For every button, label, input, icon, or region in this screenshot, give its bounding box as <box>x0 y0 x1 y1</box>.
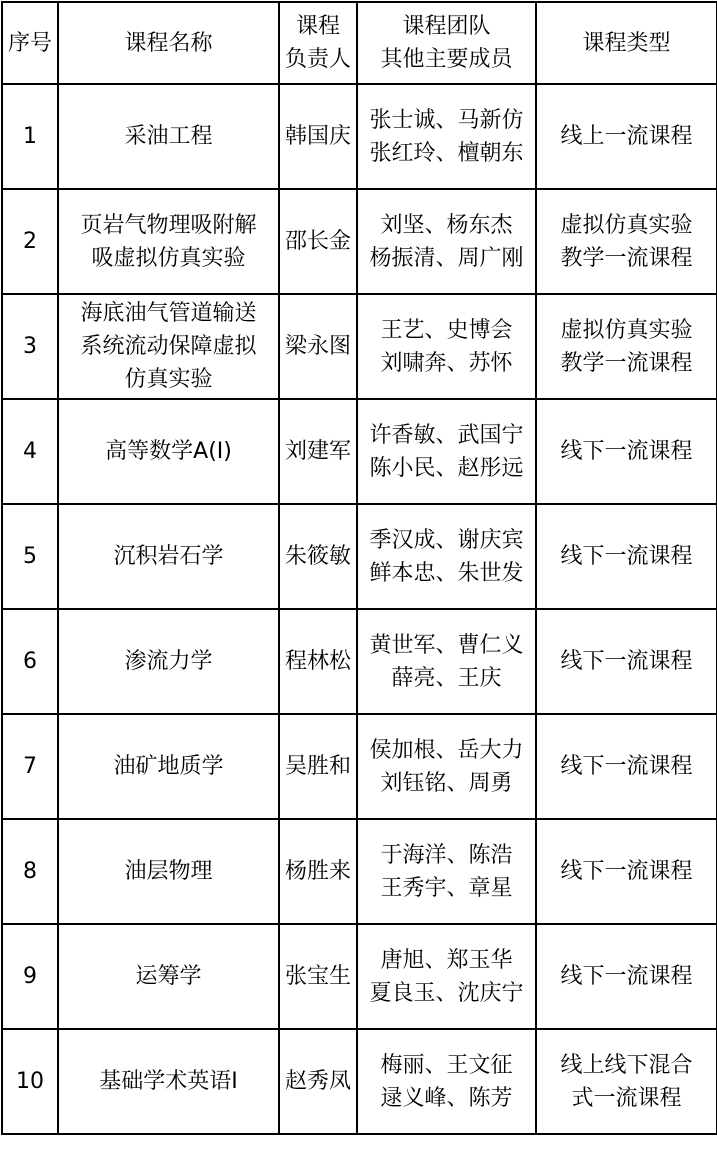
cell-line: 线下一流课程 <box>560 859 693 884</box>
cell-course-lead <box>279 189 357 294</box>
cell-course-lead <box>279 714 357 819</box>
cell-line: 刘钰铭、周勇 <box>380 770 513 796</box>
header-course-lead: 课程 负责人 <box>279 2 357 84</box>
cell-course-lead <box>279 609 357 714</box>
table-row <box>2 819 717 924</box>
cell-course-lead <box>279 294 357 399</box>
cell-line: 5 <box>23 544 37 569</box>
cell-line: 刘啸奔、苏怀 <box>380 350 513 376</box>
table-row <box>2 609 717 714</box>
cell-line: 夏良玉、沈庆宁 <box>369 980 524 1006</box>
cell-course-team <box>357 924 536 1029</box>
cell-course-name <box>58 84 279 189</box>
cell-course-type <box>536 714 717 819</box>
course-table <box>1 1 717 1135</box>
cell-line: 吸虚拟仿真实验 <box>91 245 246 271</box>
cell-course-lead <box>279 84 357 189</box>
cell-line: 2 <box>23 229 37 254</box>
cell-line: 邵长金 <box>284 229 351 254</box>
cell-line: 韩国庆 <box>284 124 351 149</box>
cell-course-team <box>357 714 536 819</box>
header-course-type: 课程类型 <box>536 2 717 84</box>
cell-line: 许香敏、武国宁 <box>369 422 524 448</box>
cell-course-team <box>357 609 536 714</box>
cell-course-team <box>357 294 536 399</box>
cell-line: 鲜本忠、朱世发 <box>369 560 524 586</box>
cell-index <box>2 504 58 609</box>
cell-course-team <box>357 1029 536 1134</box>
cell-line: 线下一流课程 <box>560 439 693 464</box>
cell-line: 采油工程 <box>124 124 213 149</box>
cell-course-name <box>58 819 279 924</box>
cell-line: 油矿地质学 <box>113 754 224 779</box>
cell-line: 6 <box>23 649 37 674</box>
cell-line: 10 <box>16 1069 44 1094</box>
cell-line: 陈小民、赵彤远 <box>369 455 524 481</box>
cell-course-type <box>536 294 717 399</box>
cell-course-name <box>58 294 279 399</box>
table-row <box>2 504 717 609</box>
cell-line: 线下一流课程 <box>560 754 693 779</box>
cell-course-name <box>58 714 279 819</box>
header-course-name: 课程名称 <box>58 2 279 84</box>
cell-line: 梅丽、王文征 <box>380 1052 513 1078</box>
cell-line: 油层物理 <box>124 859 213 884</box>
cell-course-type <box>536 609 717 714</box>
cell-course-name <box>58 924 279 1029</box>
cell-line: 沉积岩石学 <box>113 544 224 569</box>
cell-line: 教学一流课程 <box>560 245 693 271</box>
cell-course-type <box>536 1029 717 1134</box>
cell-line: 王秀宇、章星 <box>380 875 513 901</box>
cell-line: 高等数学A(I) <box>105 439 232 464</box>
cell-line: 线上线下混合 <box>560 1052 693 1078</box>
cell-line: 系统流动保障虚拟 <box>80 334 257 359</box>
cell-line: 杨胜来 <box>284 859 351 884</box>
cell-line: 唐旭、郑玉华 <box>380 947 513 973</box>
cell-course-team <box>357 504 536 609</box>
cell-index <box>2 819 58 924</box>
cell-course-type <box>536 924 717 1029</box>
cell-line: 线上一流课程 <box>560 124 693 149</box>
table-row <box>2 399 717 504</box>
cell-line: 朱筱敏 <box>284 544 351 569</box>
cell-line: 页岩气物理吸附解 <box>80 212 257 238</box>
cell-line: 黄世军、曹仁义 <box>369 632 524 658</box>
cell-line: 赵秀凤 <box>284 1069 351 1094</box>
cell-course-team <box>357 189 536 294</box>
cell-line: 运筹学 <box>135 964 202 989</box>
table-row <box>2 189 717 294</box>
cell-line: 4 <box>23 439 37 464</box>
cell-line: 吴胜和 <box>284 754 351 779</box>
cell-line: 仿真实验 <box>124 367 213 392</box>
cell-course-type <box>536 819 717 924</box>
table-row <box>2 714 717 819</box>
cell-course-lead <box>279 1029 357 1134</box>
cell-index <box>2 924 58 1029</box>
cell-course-team <box>357 84 536 189</box>
cell-line: 薛亮、王庆 <box>391 665 502 691</box>
cell-line: 杨振清、周广刚 <box>369 245 524 271</box>
header-row <box>2 2 717 84</box>
cell-line: 教学一流课程 <box>560 350 693 376</box>
cell-line: 梁永图 <box>284 334 351 359</box>
cell-index <box>2 84 58 189</box>
cell-index <box>2 294 58 399</box>
cell-line: 季汉成、谢庆宾 <box>369 527 524 553</box>
cell-line: 7 <box>23 754 37 779</box>
cell-line: 张士诚、马新仿 <box>369 107 524 133</box>
cell-line: 王艺、史博会 <box>380 317 513 343</box>
table-row <box>2 924 717 1029</box>
cell-course-name <box>58 1029 279 1134</box>
table-row <box>2 84 717 189</box>
cell-course-lead <box>279 924 357 1029</box>
cell-line: 3 <box>23 334 37 359</box>
cell-index <box>2 1029 58 1134</box>
cell-course-type <box>536 189 717 294</box>
cell-line: 线下一流课程 <box>560 964 693 989</box>
cell-line: 线下一流课程 <box>560 544 693 569</box>
cell-index <box>2 609 58 714</box>
cell-index <box>2 714 58 819</box>
cell-course-name <box>58 399 279 504</box>
cell-line: 刘建军 <box>284 439 351 464</box>
header-index: 序号 <box>2 2 58 84</box>
cell-line: 1 <box>23 124 37 149</box>
cell-line: 逯义峰、陈芳 <box>380 1085 513 1111</box>
cell-course-team <box>357 399 536 504</box>
cell-course-lead <box>279 399 357 504</box>
cell-course-lead <box>279 819 357 924</box>
cell-line: 侯加根、岳大力 <box>369 737 524 763</box>
cell-line: 虚拟仿真实验 <box>560 317 693 343</box>
cell-line: 8 <box>23 859 37 884</box>
cell-course-type <box>536 84 717 189</box>
cell-course-team <box>357 819 536 924</box>
table-row <box>2 1029 717 1134</box>
cell-line: 程林松 <box>284 649 351 674</box>
cell-line: 刘坚、杨东杰 <box>380 212 513 238</box>
cell-course-type <box>536 399 717 504</box>
cell-line: 张宝生 <box>284 964 351 989</box>
cell-course-lead <box>279 504 357 609</box>
cell-line: 于海洋、陈浩 <box>380 842 513 868</box>
table-row <box>2 294 717 399</box>
cell-course-name <box>58 504 279 609</box>
cell-line: 基础学术英语I <box>99 1069 238 1094</box>
cell-line: 式一流课程 <box>571 1085 682 1111</box>
cell-line: 虚拟仿真实验 <box>560 212 693 238</box>
cell-course-name <box>58 189 279 294</box>
cell-course-name <box>58 609 279 714</box>
cell-course-type <box>536 504 717 609</box>
cell-index <box>2 189 58 294</box>
cell-line: 张红玲、檀朝东 <box>369 140 524 166</box>
cell-line: 海底油气管道输送 <box>80 301 257 326</box>
cell-line: 9 <box>23 964 37 989</box>
cell-line: 线下一流课程 <box>560 649 693 674</box>
header-course-team: 课程团队 其他主要成员 <box>357 2 536 84</box>
cell-index <box>2 399 58 504</box>
cell-line: 渗流力学 <box>124 649 213 674</box>
